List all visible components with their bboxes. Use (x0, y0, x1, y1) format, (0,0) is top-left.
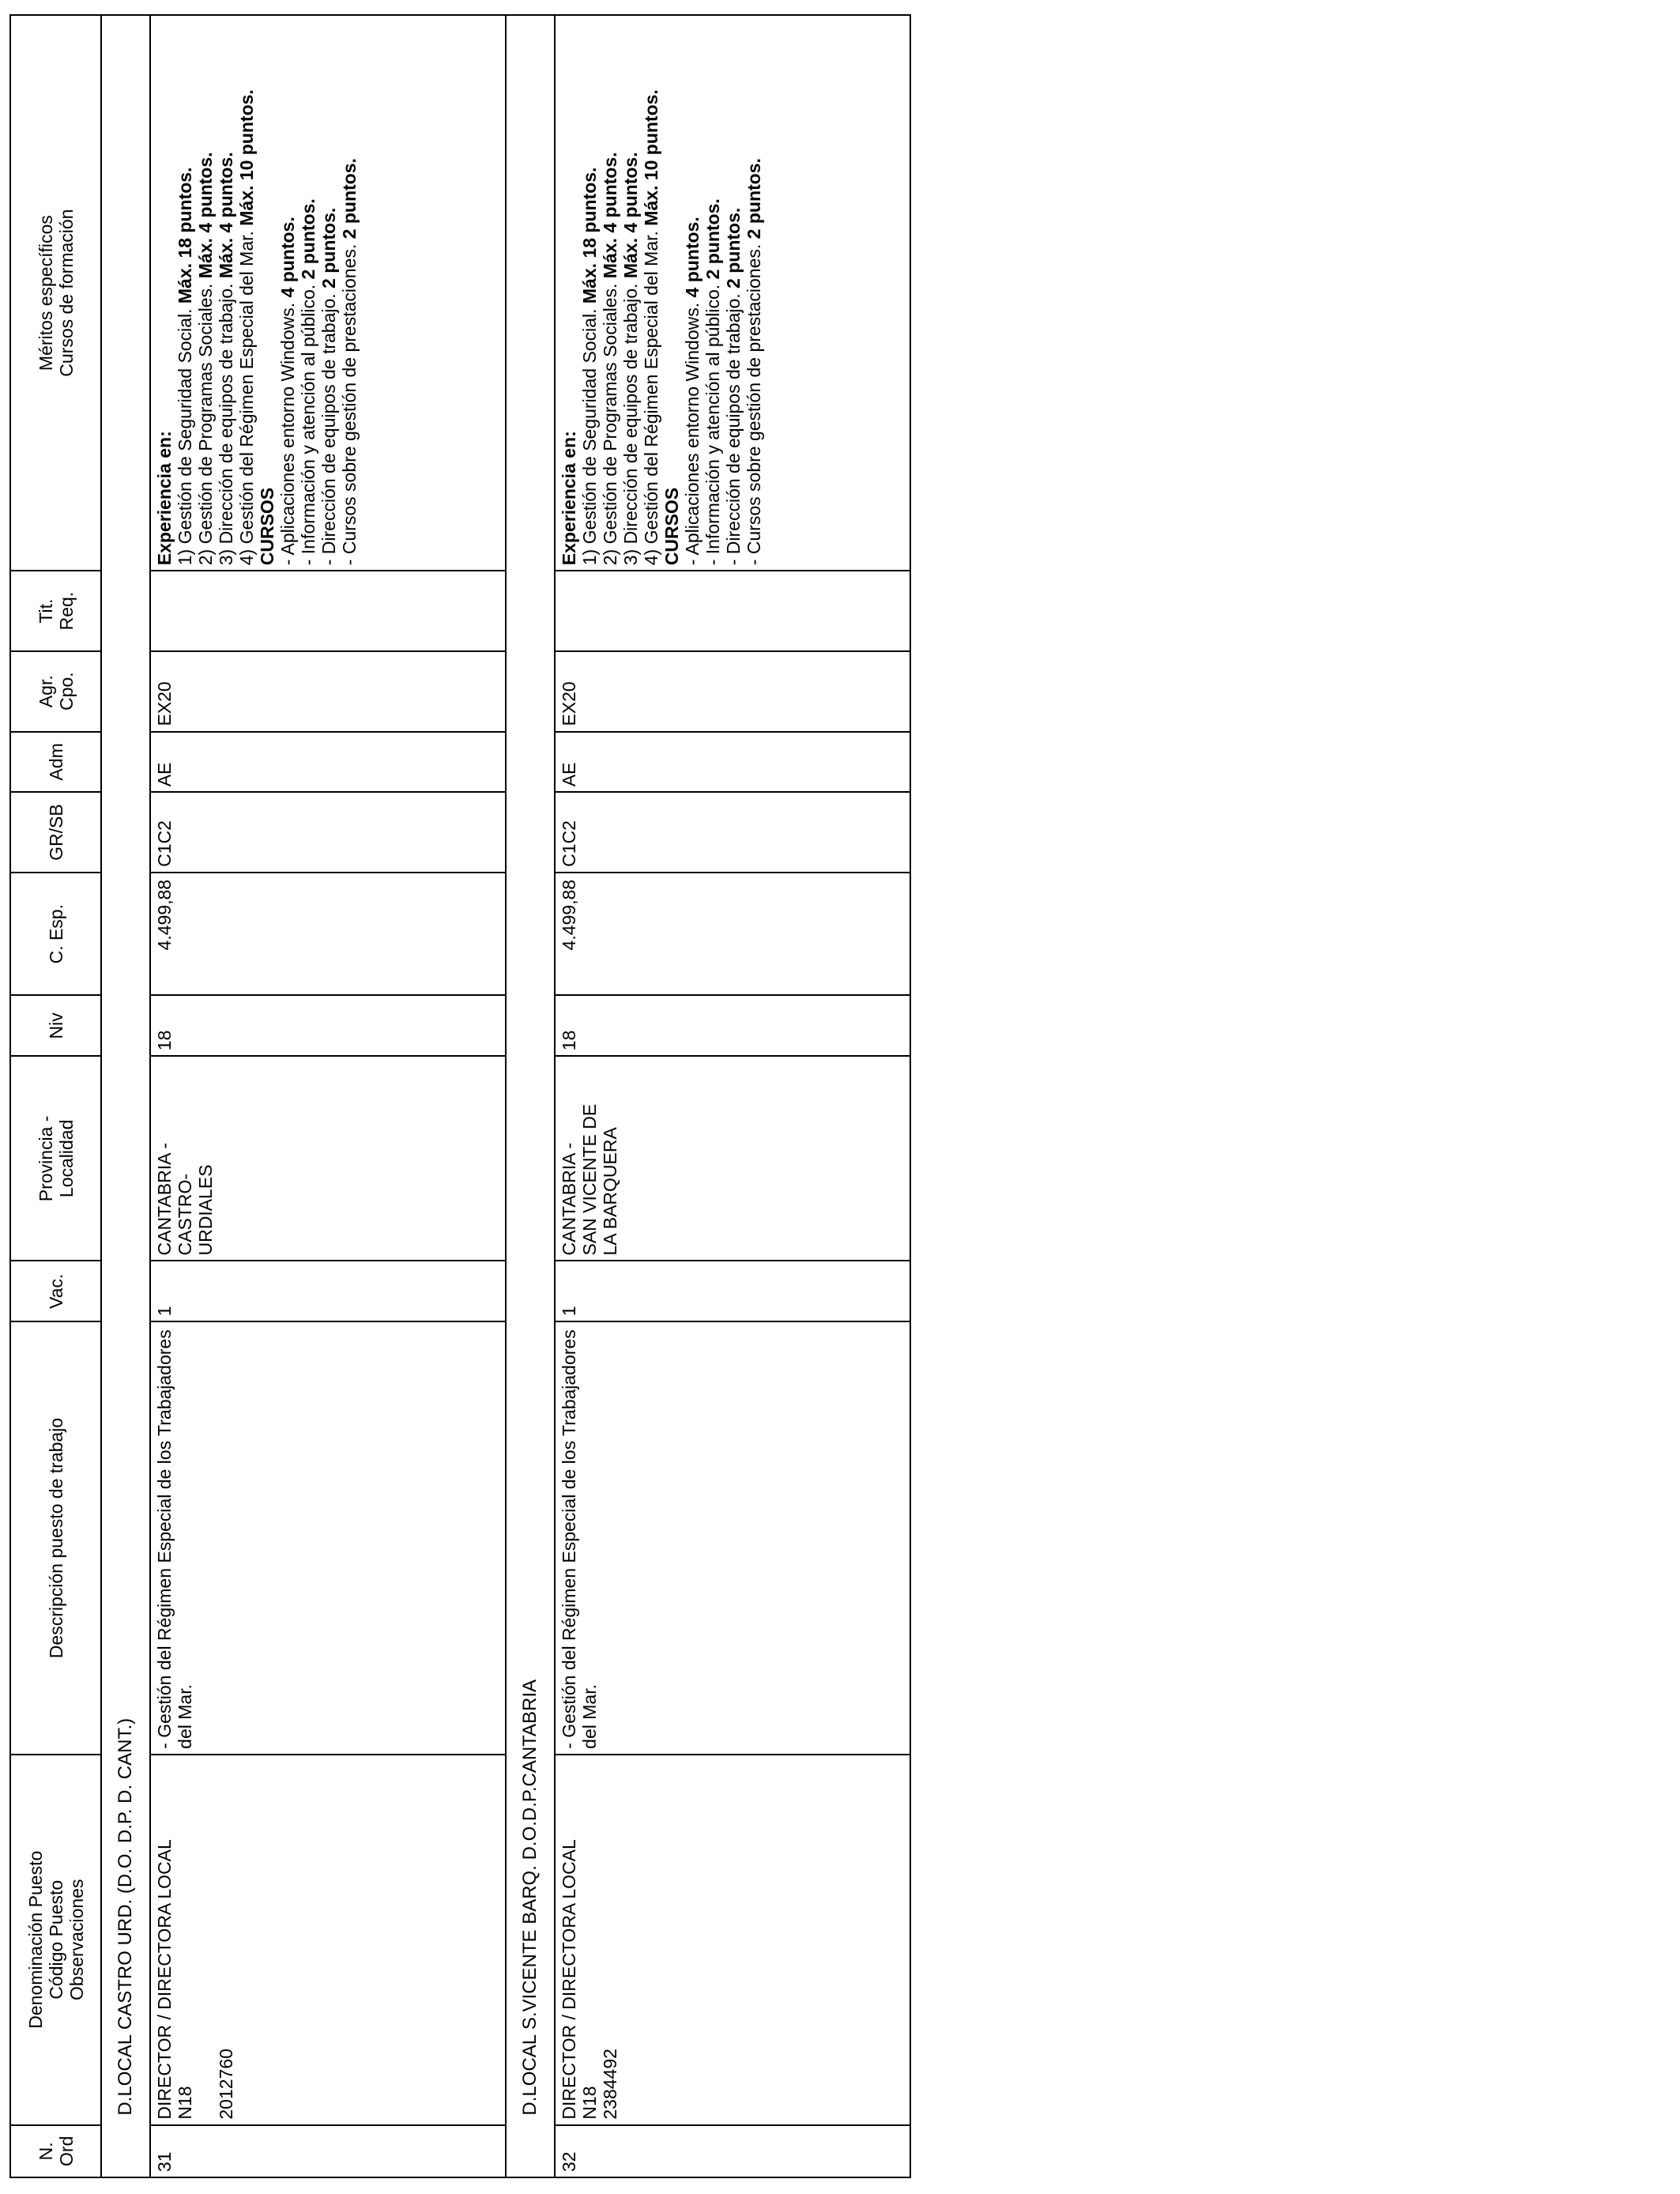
vacancies-cell: 1 (150, 1261, 506, 1322)
header-provincia: Provincia - Localidad (10, 1056, 101, 1261)
position-title: DIRECTOR / DIRECTORA LOCAL (559, 1839, 579, 2120)
merits-cell: Experiencia en: 1) Gestión de Seguridad Social. Máx. 18 puntos. 2) Gestión de Programas Sociales. Máx. 4 puntos. 3) Dirección de equipos de trabajo. Máx. 4 puntos. 4) Gestión del Régimen Especial del Mar. Máx. 10 puntos. CURSOS - Aplicaciones entorno Windows. 4 puntos. - Información y atención al público. 2 puntos. - Dirección de equipos de trabajo. 2 puntos. - Cursos sobre gestión de prestaciones. 2 puntos. (555, 15, 910, 571)
header-agr: Agr. Cpo. (10, 651, 101, 732)
province-cell: CANTABRIA - CASTRO- URDIALES (150, 1056, 506, 1261)
position-cell (150, 1755, 506, 2125)
agr-cell: EX20 (555, 651, 910, 732)
position-level: N18 (175, 2086, 195, 2120)
adm-cell: AE (555, 732, 910, 793)
section-title: D.LOCAL CASTRO URD. (D.O. D.P. D. CANT.) (101, 15, 150, 2125)
merits-cell: Experiencia en: 1) Gestión de Seguridad Social. Máx. 18 puntos. 2) Gestión de Programas Sociales. Máx. 4 puntos. 3) Dirección de equipos de trabajo. Máx. 4 puntos. 4) Gestión del Régimen Especial del Mar. Máx. 10 puntos. CURSOS - Aplicaciones entorno Windows. 4 puntos. - Información y atención al público. 2 puntos. - Dirección de equipos de trabajo. 2 puntos. - Cursos sobre gestión de prestaciones. 2 puntos. (150, 15, 506, 571)
header-denominacion: Denominación Puesto Código Puesto Observaciones (10, 1755, 101, 2125)
description-cell: - Gestión del Régimen Especial de los Trabajadores del Mar. (555, 1321, 910, 1755)
agr-cell: EX20 (150, 651, 506, 732)
header-c-esp: C. Esp. (10, 873, 101, 996)
group-cell: C1C2 (150, 792, 506, 873)
adm-cell: AE (150, 732, 506, 793)
job-positions-table (9, 14, 911, 2178)
section-title: D.LOCAL S.VICENTE BARQ. D.O.D.P.CANTABRIA (506, 15, 555, 2125)
position-title: DIRECTOR / DIRECTORA LOCAL (154, 1839, 175, 2120)
section-row (506, 15, 555, 2177)
vacancies-cell: 1 (555, 1261, 910, 1322)
section-spacer (506, 2125, 555, 2177)
level-cell: 18 (555, 995, 910, 1056)
row-number: 31 (150, 2125, 506, 2177)
section-spacer (101, 2125, 150, 2177)
header-descripcion: Descripción puesto de trabajo (10, 1321, 101, 1755)
table-row (150, 15, 506, 2177)
header-gr-sb: GR/SB (10, 792, 101, 873)
specific-complement-cell: 4.499,88 (150, 873, 506, 996)
province-cell: CANTABRIA - SAN VICENTE DE LA BARQUERA (555, 1056, 910, 1261)
tit-cell (150, 571, 506, 651)
position-code: 2384492 (600, 2049, 620, 2120)
position-code: 2012760 (216, 2049, 236, 2120)
group-cell: C1C2 (555, 792, 910, 873)
header-vac: Vac. (10, 1261, 101, 1322)
header-adm: Adm (10, 732, 101, 793)
position-level: N18 (579, 2086, 600, 2120)
row-number: 32 (555, 2125, 910, 2177)
specific-complement-cell: 4.499,88 (555, 873, 910, 996)
position-cell (555, 1755, 910, 2125)
table-row (555, 15, 910, 2177)
header-tit: Tit. Req. (10, 571, 101, 651)
header-meritos: Méritos específicos Cursos de formación (10, 15, 101, 571)
description-cell: - Gestión del Régimen Especial de los Trabajadores del Mar. (150, 1321, 506, 1755)
header-n-ord: N. Ord (10, 2125, 101, 2177)
section-row (101, 15, 150, 2177)
level-cell: 18 (150, 995, 506, 1056)
header-row (10, 15, 101, 2177)
header-niv: Niv (10, 995, 101, 1056)
tit-cell (555, 571, 910, 651)
